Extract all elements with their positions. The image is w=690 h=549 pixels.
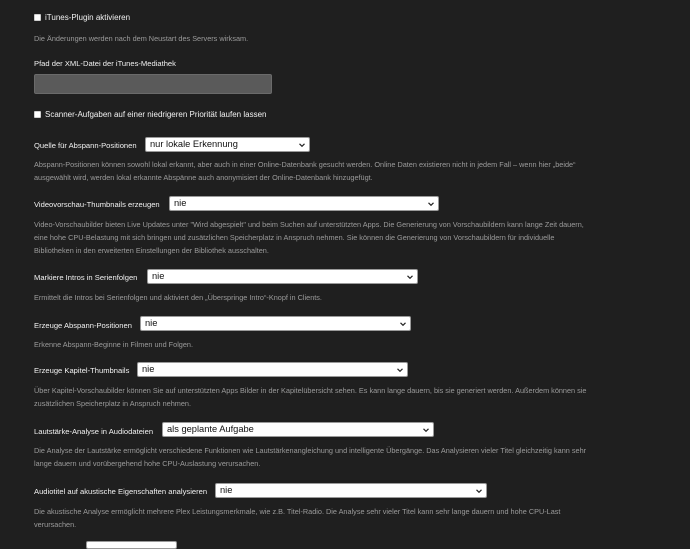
credits-generate-help — [34, 338, 193, 351]
intros-select[interactable] — [147, 269, 418, 284]
sonic-value: nie — [220, 485, 233, 495]
credits-generate-label: Erzeuge Abspann-Positionen — [34, 321, 132, 330]
itunes-plugin-label: iTunes-Plugin aktivieren — [45, 13, 131, 22]
credits-source-help-line: ausgewählt wird, werden lokal erkannte Abspänne auch anonymisiert der Online-Datenbank hinzugefügt. — [34, 173, 373, 182]
itunes-plugin-row[interactable] — [34, 13, 130, 22]
chevron-down-icon — [407, 274, 413, 280]
intros-label: Markiere Intros in Serienfolgen — [34, 273, 138, 282]
loudness-label: Lautstärke-Analyse in Audiodateien — [34, 427, 154, 436]
sonic-help — [34, 505, 560, 531]
chevron-down-icon — [299, 142, 305, 148]
chevron-down-icon — [428, 201, 434, 207]
xml-path-label: Pfad der XML-Datei der iTunes-Mediathek — [34, 59, 176, 68]
video-preview-value: nie — [174, 198, 187, 208]
credits-source-value: nur lokale Erkennung — [150, 139, 238, 149]
scanner-priority-row[interactable] — [34, 110, 266, 119]
itunes-plugin-note: Die Änderungen werden nach dem Neustart des Servers wirksam. — [34, 34, 249, 43]
sonic-help-line: verursachen. — [34, 520, 77, 529]
chapter-thumbs-value: nie — [142, 364, 155, 374]
loudness-help — [34, 444, 586, 470]
intros-help-line: Ermittelt die Intros bei Serienfolgen und aktiviert den „Überspringe Intro“-Knopf in Clients. — [34, 293, 322, 302]
sonic-select[interactable] — [215, 483, 487, 498]
chapter-thumbs-help — [34, 384, 586, 410]
sonic-label: Audiotitel auf akustische Eigenschaften analysieren — [34, 487, 208, 496]
chapter-thumbs-help-line: Über Kapitel-Vorschaubilder können Sie auf unterstützten Apps Bilder in der Kapitelübersicht sehen. Es kann lange dauern, bis sie generiert werden. Außerdem können sie — [34, 386, 587, 395]
intros-value: nie — [152, 271, 165, 281]
credits-generate-help-line: Erkenne Abspann-Beginne in Filmen und Folgen. — [34, 340, 194, 349]
credits-source-help — [34, 158, 576, 184]
scanner-priority-checkbox[interactable] — [34, 111, 41, 118]
credits-source-label: Quelle für Abspann-Positionen — [34, 141, 137, 150]
loudness-select[interactable] — [162, 422, 434, 437]
itunes-plugin-checkbox[interactable] — [34, 14, 41, 21]
scanner-priority-label: Scanner-Aufgaben auf einer niedrigeren Priorität laufen lassen — [45, 110, 267, 119]
video-preview-label: Videovorschau-Thumbnails erzeugen — [34, 200, 160, 209]
credits-source-help-line: Abspann-Positionen können sowohl lokal erkannt, aber auch in einer Online-Datenbank gesucht werden. Online Daten existieren nicht in jedem Fall – wenn hier „beide“ — [34, 160, 576, 169]
credits-generate-value: nie — [145, 318, 158, 328]
video-preview-help — [34, 218, 584, 257]
xml-path-input[interactable] — [34, 74, 272, 94]
chevron-down-icon — [423, 427, 429, 433]
video-preview-help-line: Video-Vorschaubilder bieten Live Updates unter "Wird abgespielt" und beim Suchen auf unterstützten Apps. Die Generierung von Vorschaubildern kann lange Zeit dauern, — [34, 220, 584, 229]
chevron-down-icon — [397, 367, 403, 373]
credits-generate-select[interactable] — [140, 316, 411, 331]
intros-help — [34, 291, 322, 304]
chevron-down-icon — [400, 321, 406, 327]
video-preview-help-line: eine hohe CPU-Belastung mit sich bringen und zusätzlichen Speicherplatz in Anspruch nehmen. Sie können die Generierung von Vorschaubildern für individuelle — [34, 233, 555, 242]
chapter-thumbs-select[interactable] — [137, 362, 408, 377]
loudness-value: als geplante Aufgabe — [167, 424, 254, 434]
next-setting-select[interactable] — [86, 541, 177, 549]
chapter-thumbs-help-line: zusätzlichen Speicherplatz in Anspruch nehmen. — [34, 399, 191, 408]
sonic-help-line: Die akustische Analyse ermöglicht mehrere Plex Leistungsmerkmale, wie z.B. Titel-Radio. Die Analyse sehr vieler Titel kann sehr lange dauern und hohe CPU-Last — [34, 507, 561, 516]
chevron-down-icon — [476, 488, 482, 494]
video-preview-select[interactable] — [169, 196, 439, 211]
loudness-help-line: Die Analyse der Lautstärke ermöglicht verschiedene Funktionen wie Lautstärkenangleichung und intelligente Übergänge. Das Analysieren vieler Titel gleichzeitig kann sehr — [34, 446, 587, 455]
loudness-help-line: lange dauern und vorübergehend hohe CPU-Auslastung verursachen. — [34, 459, 261, 468]
chapter-thumbs-label: Erzeuge Kapitel-Thumbnails — [34, 366, 130, 375]
video-preview-help-line: Bibliotheken in den erweiterten Einstellungen der Bibliothek ausschalten. — [34, 246, 269, 255]
credits-source-select[interactable] — [145, 137, 310, 152]
